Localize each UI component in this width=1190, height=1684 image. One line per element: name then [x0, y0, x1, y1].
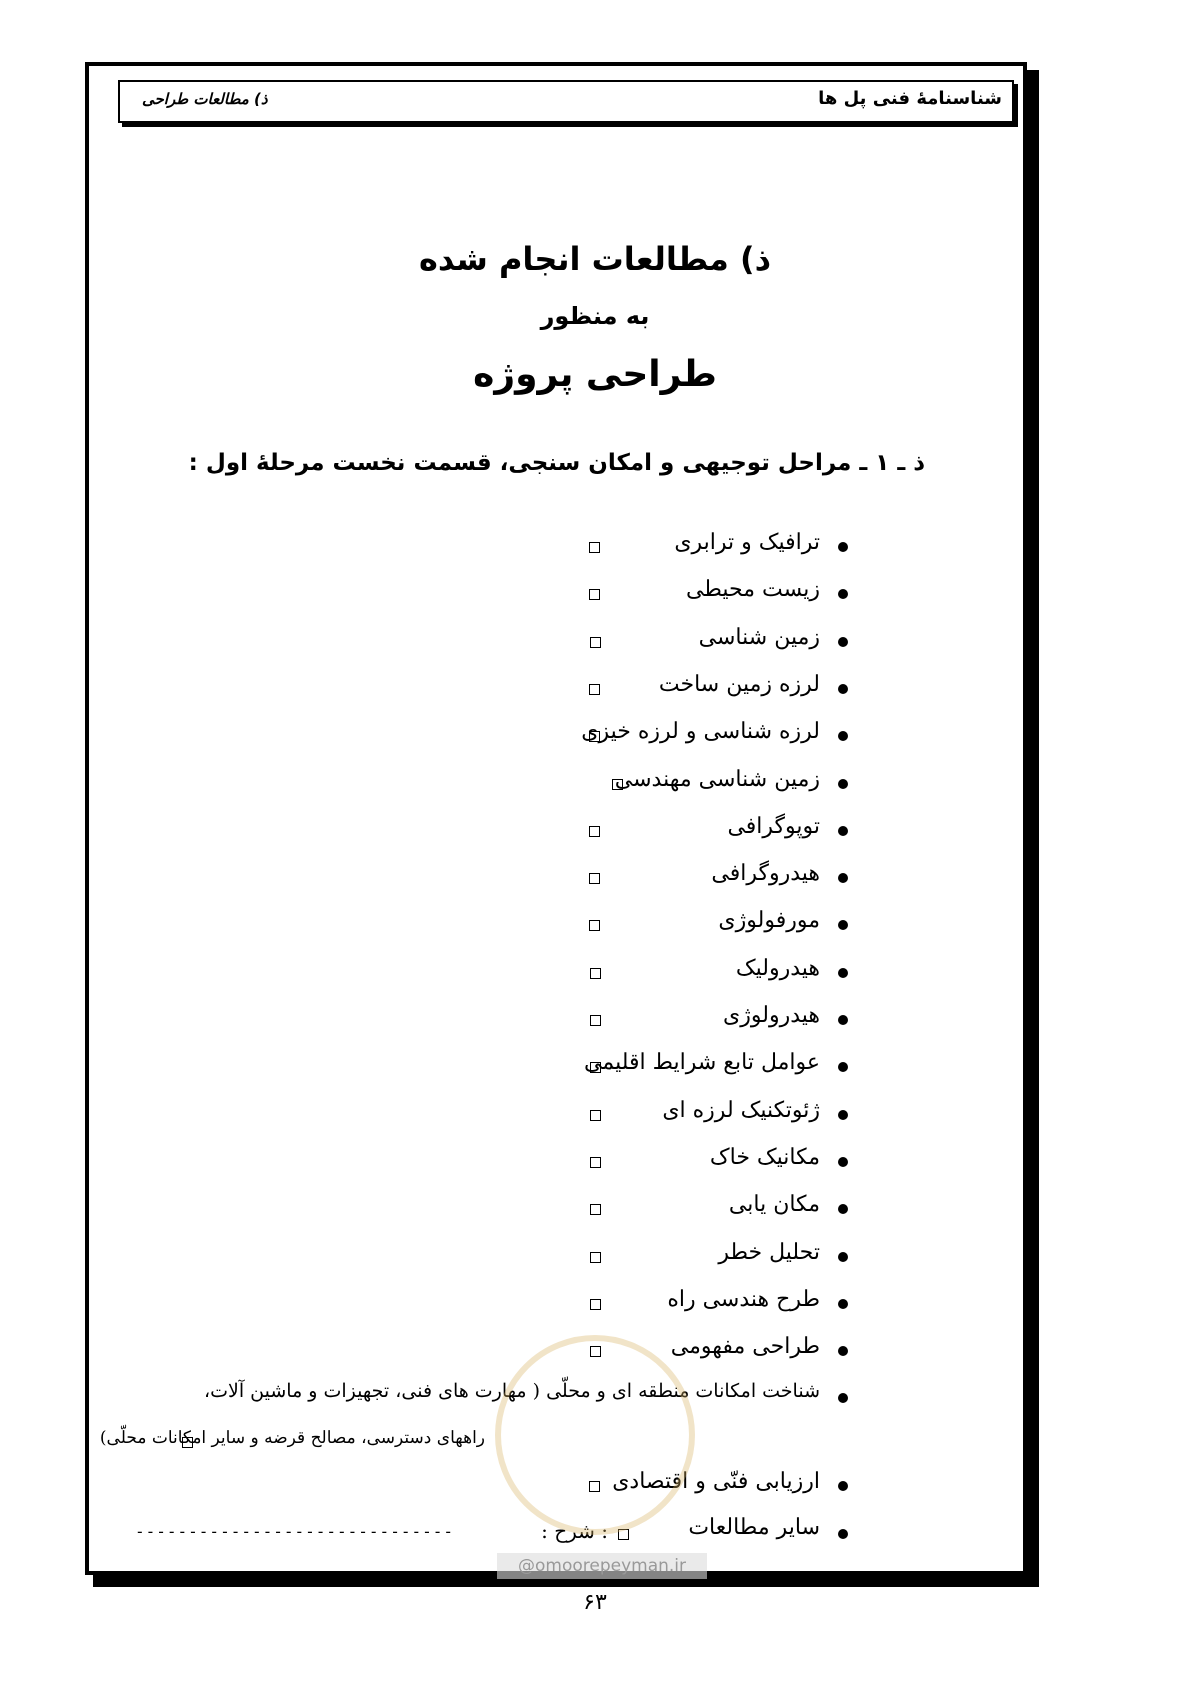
- title-line-2: به منظور: [540, 302, 650, 330]
- study-item-checkbox[interactable]: [589, 826, 600, 837]
- study-item-label: ژئوتکنیک لرزه ای: [662, 1098, 820, 1123]
- study-item-checkbox[interactable]: [589, 731, 600, 742]
- study-item-checkbox[interactable]: [590, 1157, 601, 1168]
- study-item-checkbox[interactable]: [589, 542, 600, 553]
- bullet-icon: [838, 637, 848, 647]
- section-heading: ذ ـ ۱ ـ مراحل توجیهی و امکان سنجی، قسمت نخست مرحلهٔ اول :: [188, 450, 925, 476]
- study-item-label: مکانیک خاک: [709, 1145, 820, 1170]
- bullet-icon: [838, 1529, 848, 1539]
- study-item-label: طرح هندسی راه: [667, 1287, 820, 1312]
- long-item-line-2: راههای دسترسی، مصالح قرضه و سایر امکانات محلّی): [99, 1428, 485, 1448]
- study-item-label: طراحی مفهومی: [670, 1334, 820, 1359]
- description-blank-line: ------------------------------: [135, 1522, 454, 1541]
- study-item-checkbox[interactable]: [612, 779, 623, 790]
- study-item-label: توپوگرافی: [727, 814, 820, 839]
- sharh-label: : شرح :: [541, 1519, 608, 1543]
- study-item-label: لرزه زمین ساخت: [658, 672, 820, 697]
- bullet-icon: [838, 684, 848, 694]
- watermark-text: @omoorepeyman.ir: [497, 1553, 707, 1579]
- study-item-checkbox[interactable]: [590, 1015, 601, 1026]
- page-header: [118, 80, 1014, 123]
- study-item-checkbox[interactable]: [590, 1299, 601, 1310]
- page-number: ۶۳: [583, 1590, 607, 1615]
- bullet-icon: [838, 1062, 848, 1072]
- study-item-label: هیدروگرافی: [711, 861, 820, 886]
- study-item-label: زمین شناسی مهندسی: [614, 767, 820, 792]
- bullet-icon: [838, 1204, 848, 1214]
- bullet-icon: [838, 1252, 848, 1262]
- bullet-icon: [838, 1481, 848, 1491]
- study-item-checkbox[interactable]: [590, 637, 601, 648]
- bullet-icon: [838, 731, 848, 741]
- title-line-1: ذ) مطالعات انجام شده: [418, 240, 772, 278]
- bullet-icon: [838, 542, 848, 552]
- title-line-3: طراحی پروژه: [473, 354, 717, 395]
- study-item-label: زیست محیطی: [686, 577, 820, 602]
- study-item-checkbox[interactable]: [590, 1204, 601, 1215]
- study-item-label: هیدرولوژی: [723, 1003, 820, 1028]
- study-item-checkbox[interactable]: [590, 1110, 601, 1121]
- study-item-checkbox[interactable]: [589, 920, 600, 931]
- study-item-checkbox[interactable]: [590, 968, 601, 979]
- study-item-checkbox[interactable]: [590, 1252, 601, 1263]
- study-item-checkbox[interactable]: [590, 1062, 601, 1073]
- study-item-label: ترافیک و ترابری: [674, 530, 820, 555]
- study-item-checkbox[interactable]: [589, 684, 600, 695]
- study-item-label: تحلیل خطر: [718, 1240, 820, 1265]
- bullet-icon: [838, 1157, 848, 1167]
- bullet-icon: [838, 1110, 848, 1120]
- study-item-checkbox[interactable]: [589, 873, 600, 884]
- bullet-icon: [838, 1346, 848, 1356]
- watermark-logo: [495, 1335, 695, 1535]
- study-item-checkbox[interactable]: [589, 589, 600, 600]
- bullet-icon: [838, 589, 848, 599]
- study-item-label: عوامل تابع شرایط اقلیمی: [584, 1050, 820, 1075]
- header-book-title: شناسنامهٔ فنی پل ها: [818, 88, 1002, 109]
- bullet-icon: [838, 968, 848, 978]
- item-economic: ارزیابی فنّی و اقتصادی: [612, 1469, 820, 1494]
- study-item-label: هیدرولیک: [735, 956, 820, 981]
- bullet-icon: [838, 873, 848, 883]
- study-item-label: مکان یابی: [728, 1192, 820, 1217]
- checkbox-long-item[interactable]: [182, 1437, 193, 1448]
- bullet-icon: [838, 779, 848, 789]
- bullet-icon: [838, 1393, 848, 1403]
- header-section-title: ذ) مطالعات طراحی: [142, 90, 268, 108]
- study-item-label: لرزه شناسی و لرزه خیزی: [581, 719, 820, 744]
- bullet-icon: [838, 920, 848, 930]
- bullet-icon: [838, 1015, 848, 1025]
- bullet-icon: [838, 1299, 848, 1309]
- long-item-line-1: شناخت امکانات منطقه ای و محلّی ( مهارت های فنی، تجهیزات و ماشین آلات،: [204, 1380, 820, 1402]
- item-other-studies: سایر مطالعات: [688, 1515, 820, 1540]
- study-item-label: مورفولوژی: [718, 908, 820, 933]
- bullet-icon: [838, 826, 848, 836]
- study-item-label: زمین شناسی: [698, 625, 820, 650]
